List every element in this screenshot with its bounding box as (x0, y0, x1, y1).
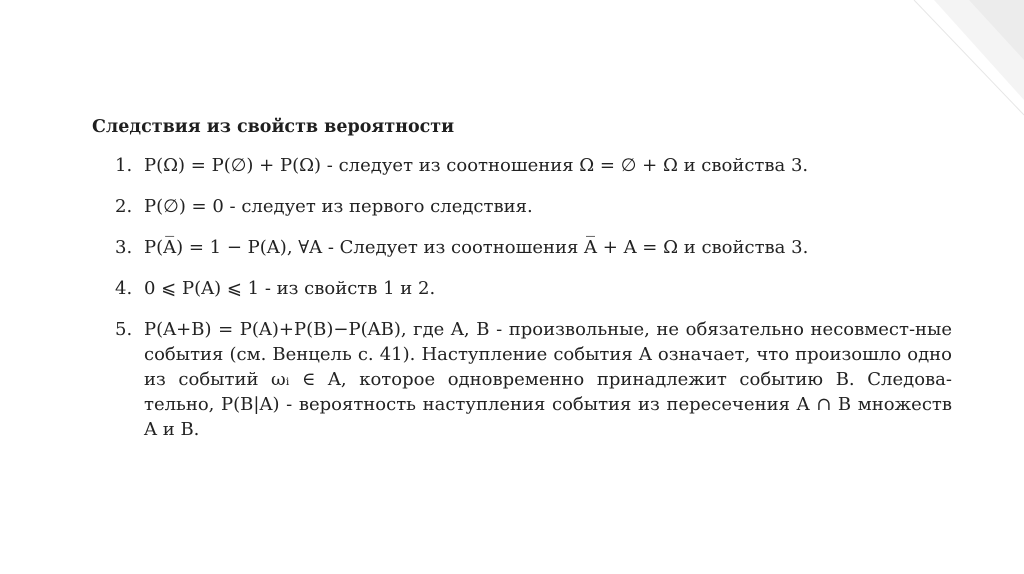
item-number: 4. (115, 278, 133, 299)
list-item (92, 317, 952, 442)
item-number: 3. (115, 237, 133, 258)
item-number: 2. (115, 196, 133, 217)
item-text: P(∅) = 0 - следует из первого следствия. (144, 196, 533, 217)
item-text: P(Ω) = P(∅) + P(Ω) - следует из соотношения Ω = ∅ + Ω и свойства 3. (144, 155, 809, 176)
list-item (92, 153, 952, 178)
item-text: 0 ⩽ P(A) ⩽ 1 - из свойств 1 и 2. (144, 278, 436, 299)
corollary-list (92, 153, 952, 442)
item-text: P(A̅) = 1 − P(A), ∀A - Следует из соотношения A̅ + A = Ω и свойства 3. (144, 237, 809, 258)
item-text: P(A+B) = P(A)+P(B)−P(AB), где A, B - произвольные, не обязательно несовмест-ные события (см. Венцель с. 41). Наступление события A означает, что произошло одно из событий ωᵢ ∈ A, которое одновременно принадлежит событию B. Следова-тельно, P(B|A) - вероятность наступления события из пересечения A ∩ B множеств A и B. (144, 319, 952, 440)
list-item (92, 276, 952, 301)
item-number: 1. (115, 155, 133, 176)
item-number: 5. (115, 319, 133, 340)
list-item (92, 235, 952, 260)
list-item (92, 194, 952, 219)
corner-decoration (874, 0, 1024, 130)
content-block (92, 117, 952, 458)
section-title: Следствия из свойств вероятности (92, 117, 455, 137)
